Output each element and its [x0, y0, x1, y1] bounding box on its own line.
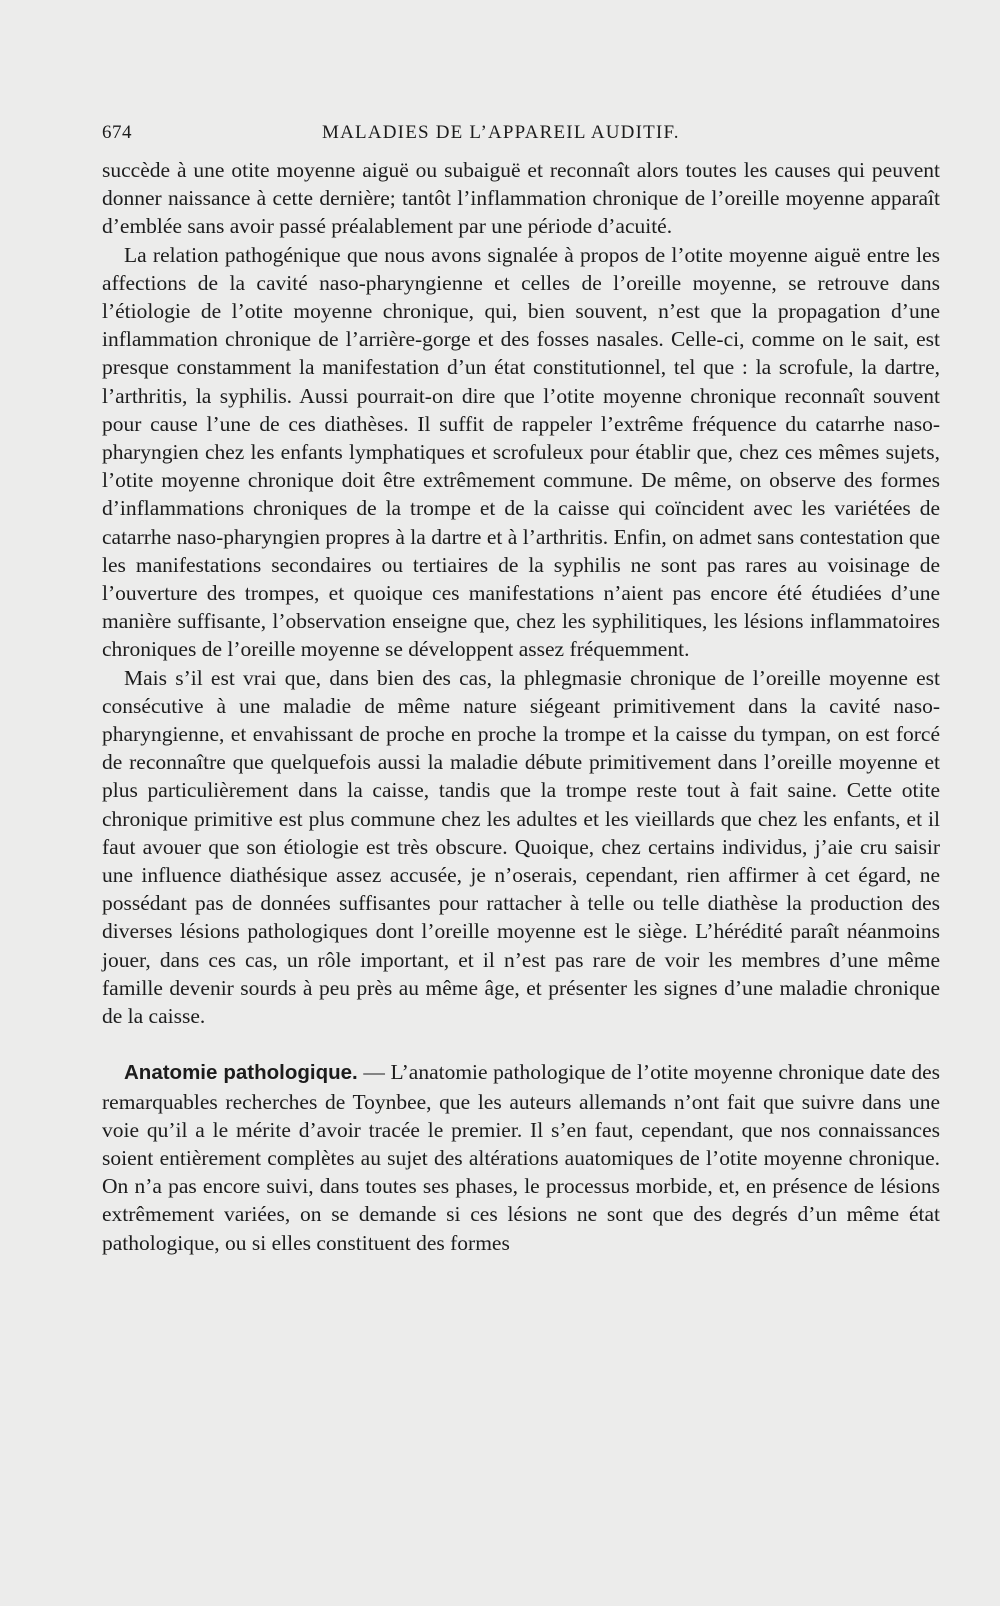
running-header: [102, 122, 912, 144]
paragraph-pathogenic-relation: La relation pathogénique que nous avons signalée à propos de l’otite moyenne aiguë entre les affections de la cavité naso-pharyngienne et celles de l’oreille moyenne, se retrouve dans l’étiologie de l’otite moyenne chronique, qui, bien souvent, n’est que la propagation d’une inflammation chronique de l’arrière-gorge et des fosses nasales. Celle-ci, comme on le sait, est presque constamment la manifestation d’un état constitutionnel, tel que : la scrofule, la dartre, l’arthritis, la syphilis. Aussi pourrait-on dire que l’otite moyenne chronique reconnaît souvent pour cause l’une de ces diathèses. Il suffit de rappeler l’extrême fréquence du catarrhe naso-pharyngien chez les enfants lymphatiques et scrofuleux pour établir que, chez ces mêmes sujets, l’otite moyenne chronique doit être extrêmement commune. De même, on observe des formes d’inflammations chroniques de la trompe et de la caisse qui coïncident avec les variétées de catarrhe naso-pharyngien propres à la dartre et à l’arthritis. Enfin, on admet sans contestation que les manifestations secondaires ou tertiaires de la syphilis ne sont pas rares au voisinage de l’ouverture des trompes, et quoique ces manifestations n’aient pas encore été étudiées d’une manière suffisante, l’observation enseigne que, chez les syphilitiques, les lésions inflammatoires chroniques de l’oreille moyenne se développent assez fréquemment.: [102, 242, 940, 662]
section-heading: Anatomie pathologique.: [124, 1061, 358, 1085]
page-number: 674: [102, 122, 132, 143]
body-text: [102, 156, 940, 1257]
running-title: MALADIES DE L’APPAREIL AUDITIF.: [322, 122, 680, 143]
section-text: L’anatomie pathologique de l’otite moyenne chronique date des remarquables recherches de Toynbee, que les auteurs allemands n’ont fait que suivre dans une voie qu’il a le mérite d’avoir tracée le premier. Il s’en faut, cependant, que nos connaissances soient entièrement complètes au sujet des altérations auatomiques de l’otite moyenne chronique. On n’a pas encore suivi, dans toutes ses phases, le processus morbide, et, en présence de lésions extrêmement variées, on se demande si ces lésions ne sont que des degrés d’un même état pathologique, ou si elles constituent des formes: [102, 1060, 941, 1255]
section-anatomie-pathologique: [102, 1058, 940, 1256]
section-gap: [102, 1030, 940, 1058]
paragraph-continuation: succède à une otite moyenne aiguë ou subaiguë et reconnaît alors toutes les causes qui peuvent donner naissance à cette dernière; tantôt l’inflammation chronique de l’oreille moyenne apparaît d’emblée sans avoir passé préalablement par une période d’acuité.: [102, 158, 940, 239]
paragraph-primitive-otitis: Mais s’il est vrai que, dans bien des cas, la phlegmasie chronique de l’oreille moyenne est consécutive à une maladie de même nature siégeant primitivement dans la cavité naso-pharyngienne, et envahissant de proche en proche la trompe et la caisse du tympan, on est forcé de reconnaître que quelquefois aussi la maladie débute primitivement dans l’oreille moyenne et plus particulièrement dans la caisse, tandis que la trompe reste tout à fait saine. Cette otite chronique primitive est plus commune chez les adultes et les vieillards que chez les enfants, et il faut avouer que son étiologie est très obscure. Quoique, chez certains individus, j’aie cru saisir une influence diathésique assez accusée, je n’oserais, cependant, rien affirmer à cet égard, ne possédant pas de données suffisantes pour rattacher à telle ou telle diathèse la production des diverses lésions pathologiques dont l’oreille moyenne est le siège. L’hérédité paraît néanmoins jouer, dans ces cas, un rôle important, et il n’est pas rare de voir les membres d’une même famille devenir sourds à peu près au même âge, et présenter les signes d’une maladie chronique de la caisse.: [102, 665, 940, 1029]
heading-dash: —: [357, 1060, 391, 1085]
